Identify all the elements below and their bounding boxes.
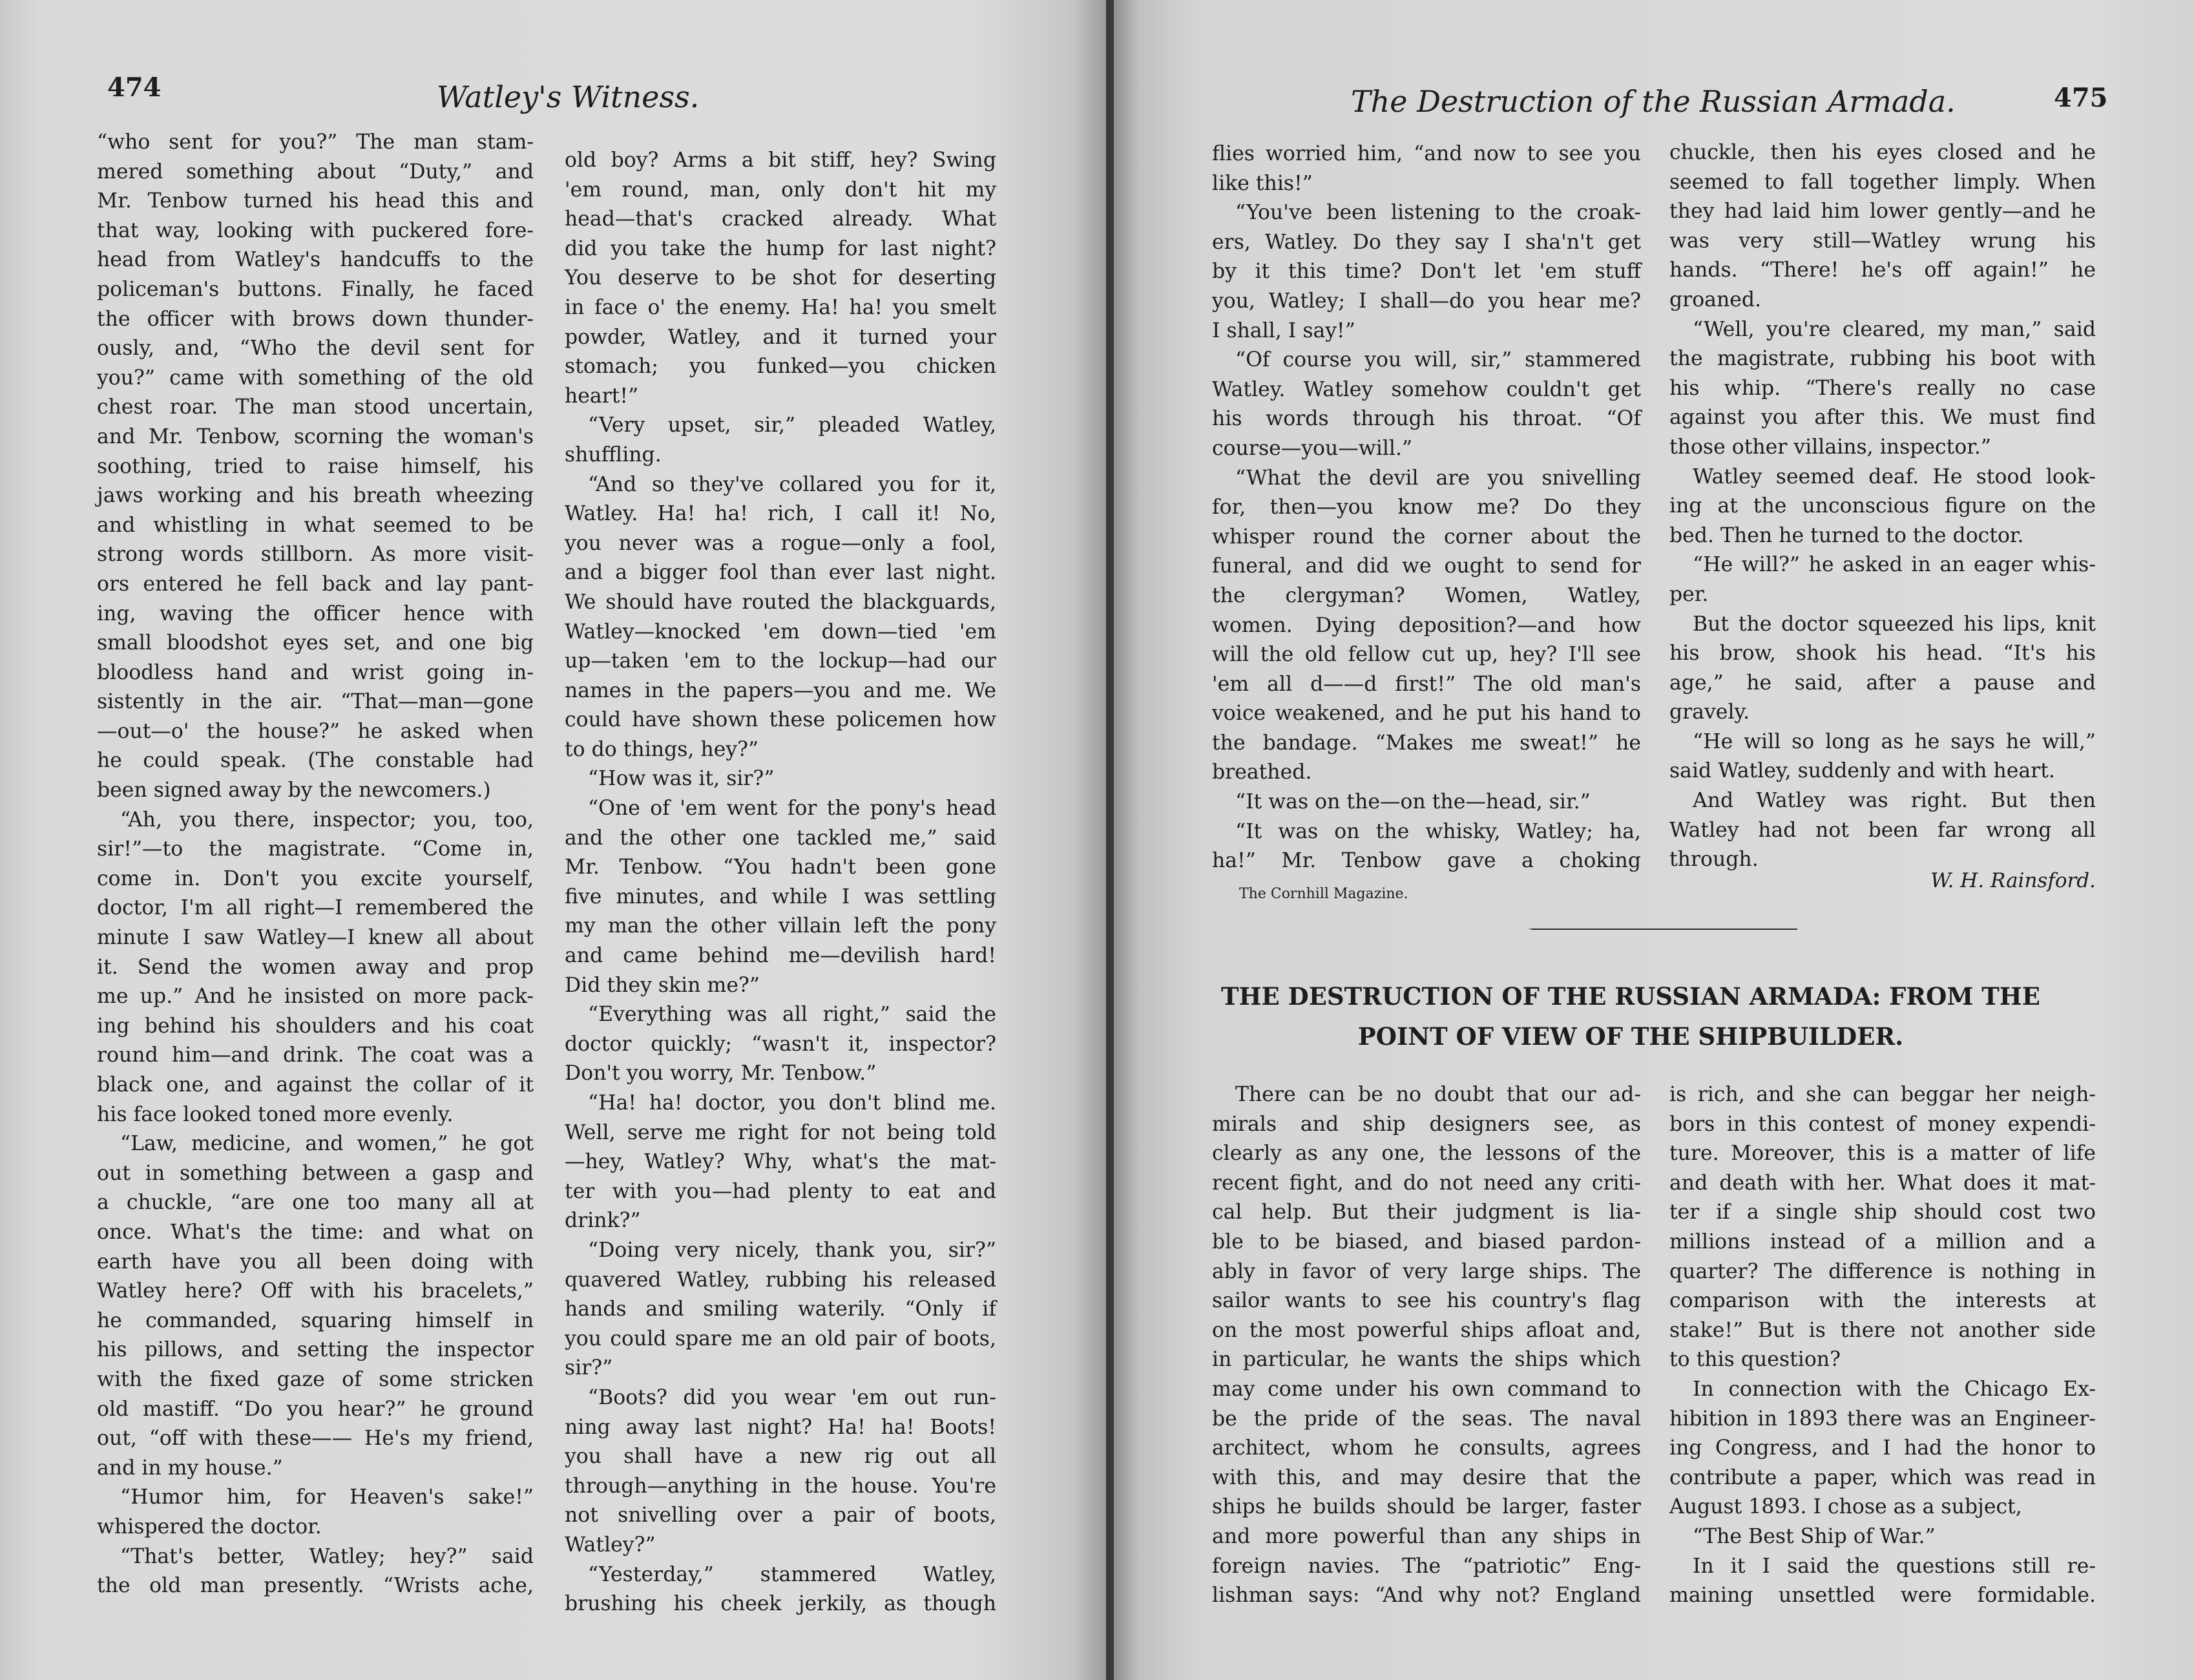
text-line: sir?” — [565, 1356, 613, 1380]
text-line: “Boots? did you wear 'em out run- — [588, 1385, 996, 1409]
text-line: his face looked toned more evenly. — [97, 1102, 454, 1126]
text-line: “Yesterday,” stammered Watley, — [588, 1562, 996, 1586]
text-column-1 — [97, 128, 534, 1601]
text-line: Watley here? Off with his bracelets,” — [97, 1279, 534, 1303]
text-line: ing at the unconscious figure on the — [1669, 494, 2096, 518]
text-line: through. — [1669, 848, 1759, 872]
text-line: on the most powerful ships afloat and, — [1212, 1318, 1641, 1342]
text-line: five minutes, and while I was settling — [565, 885, 996, 908]
text-line: Watley had not been far wrong all — [1669, 818, 2096, 842]
text-line: once. What's the time: and what on — [97, 1220, 534, 1244]
text-line: round him—and drink. The coat was a — [97, 1044, 534, 1067]
text-line: flies worried him, “and now to see you — [1212, 142, 1641, 165]
text-line: Watley. Watley somehow couldn't get — [1212, 377, 1641, 401]
text-line: you could spare me an old pair of boots, — [565, 1327, 996, 1350]
text-line: ably in favor of very large ships. The — [1212, 1259, 1641, 1283]
author-signature: W. H. Rainsford. — [1930, 869, 2096, 892]
text-line: and more powerful than any ships in — [1212, 1524, 1641, 1548]
text-line: he commanded, squaring himself in — [97, 1308, 534, 1332]
text-line: strong words stillborn. As more visit- — [97, 543, 534, 567]
text-line: be the pride of the seas. The naval — [1212, 1407, 1641, 1431]
text-line: voice weakened, and he put his hand to — [1212, 702, 1641, 726]
text-line: and a bigger fool than ever last night. — [565, 561, 996, 585]
text-line: age,” he said, after a pause and — [1669, 671, 2096, 695]
text-line: a chuckle, “are one too many all at — [97, 1191, 534, 1215]
text-line: breathed. — [1212, 761, 1312, 784]
text-line: “You've been listening to the croak- — [1235, 201, 1641, 225]
text-line: stomach; you funked—you chicken — [565, 355, 996, 379]
text-line: powder, Watley, and it turned your — [565, 325, 996, 349]
text-line: funeral, and did we ought to send for — [1212, 554, 1641, 578]
text-line: In it I said the questions still re- — [1693, 1554, 2096, 1578]
text-line: and Mr. Tenbow, scorning the woman's — [97, 425, 534, 448]
text-line: “One of 'em went for the pony's head — [588, 797, 996, 821]
text-line: by it this time? Don't let 'em stuff — [1212, 260, 1641, 284]
text-line: doctor quickly; “wasn't it, inspector? — [565, 1032, 996, 1056]
text-line: it. Send the women away and prop — [97, 955, 534, 979]
text-line: “It was on the—on the—head, sir.” — [1235, 790, 1591, 814]
text-column-5 — [1212, 1080, 1641, 1611]
text-line: hands. “There! he's off again!” he — [1669, 258, 2096, 282]
text-line: 'em round, man, only don't hit my — [565, 178, 996, 202]
text-line: August 1893. I chose as a subject, — [1669, 1495, 2022, 1519]
text-line: could have shown these policemen how — [565, 708, 996, 732]
text-line: the clergyman? Women, Watley, — [1212, 583, 1641, 607]
text-line: earth have you all been doing with — [97, 1250, 534, 1274]
text-line: out in something between a gasp and — [97, 1161, 534, 1185]
text-line: “The Best Ship of War.” — [1693, 1524, 1936, 1548]
text-line: those other villains, inspector.” — [1669, 435, 1992, 459]
text-line: and whistling in what seemed to be — [97, 513, 534, 537]
text-line: Mr. Tenbow. “You hadn't been gone — [565, 856, 996, 879]
text-line: ter with you—had plenty to eat and — [565, 1179, 996, 1203]
text-line: may come under his own command to — [1212, 1377, 1641, 1401]
text-line: “Of course you will, sir,” stammered — [1235, 348, 1641, 372]
text-line: sailor wants to see his country's flag — [1212, 1289, 1641, 1313]
text-line: recent fight, and do not need any criti- — [1212, 1171, 1641, 1195]
text-line: “Law, medicine, and women,” he got — [120, 1132, 534, 1156]
text-line: old boy? Arms a bit stiff, hey? Swing — [565, 149, 996, 172]
text-line: with the fixed gaze of some stricken — [97, 1367, 534, 1391]
text-line: We should have routed the blackguards, — [565, 590, 996, 614]
text-line: ously, and, “Who the devil sent for — [97, 337, 534, 361]
text-line: And Watley was right. But then — [1693, 789, 2096, 813]
text-line: sir!”—to the magistrate. “Come in, — [97, 837, 534, 861]
text-line: up—taken 'em to the lockup—had our — [565, 649, 996, 673]
text-line: like this!” — [1212, 171, 1313, 195]
page-number-right: 475 — [2054, 83, 2108, 113]
text-line: in face o' the enemy. Ha! ha! you smelt — [565, 295, 996, 319]
text-line: “That's better, Watley; hey?” said — [120, 1544, 534, 1568]
text-line: his brow, shook his head. “It's his — [1669, 642, 2096, 666]
text-line: his words through his throat. “Of — [1212, 407, 1641, 431]
text-line: mered something about “Duty,” and — [97, 160, 534, 184]
text-line: bloodless hand and wrist going in- — [97, 660, 534, 684]
text-line: Mr. Tenbow turned his head this and — [97, 189, 534, 213]
text-line: ture. Moreover, this is a matter of life — [1669, 1142, 2096, 1166]
text-line: his pillows, and setting the inspector — [97, 1338, 534, 1362]
text-line: Watley—knocked 'em down—tied 'em — [565, 620, 996, 644]
text-line: There can be no doubt that our ad- — [1235, 1083, 1641, 1106]
text-line: and death with her. What does it mat- — [1669, 1171, 2096, 1195]
text-line: “Humor him, for Heaven's sake!” — [120, 1486, 534, 1509]
text-line: I shall, I say!” — [1212, 319, 1355, 342]
text-line: head from Watley's handcuffs to the — [97, 248, 534, 272]
text-line: groaned. — [1669, 288, 1762, 311]
text-line: clearly as any one, the lessons of the — [1212, 1142, 1641, 1166]
text-line: Watley seemed deaf. He stood look- — [1693, 465, 2096, 488]
text-line: minute I saw Watley—I knew all about — [97, 926, 534, 950]
text-line: “Very upset, sir,” pleaded Watley, — [588, 414, 996, 437]
text-line: comparison with the interests at — [1669, 1289, 2096, 1313]
text-line: seemed to fall together limply. When — [1669, 170, 2096, 194]
text-line: architect, whom he consults, agrees — [1212, 1436, 1641, 1460]
text-line: stake!” But is there not another side — [1669, 1318, 2096, 1342]
text-line: with this, and may desire that the — [1212, 1465, 1641, 1489]
text-line: head—that's cracked already. What — [565, 207, 996, 231]
text-line: “And so they've collared you for it, — [588, 472, 996, 496]
text-line: not snivelling over a pair of boots, — [565, 1504, 996, 1528]
article-title-line-1: THE DESTRUCTION OF THE RUSSIAN ARMADA: FROM THE — [1221, 982, 2040, 1011]
text-line: soothing, tried to raise himself, his — [97, 454, 534, 478]
text-line: ning away last night? Ha! ha! Boots! — [565, 1415, 996, 1439]
text-line: cal help. But their judgment is lia- — [1212, 1201, 1641, 1224]
text-line: my man the other villain left the pony — [565, 914, 996, 938]
text-line: “who sent for you?” The man stam- — [97, 131, 534, 154]
text-line: me up.” And he insisted on more pack- — [97, 985, 534, 1009]
text-column-2 — [565, 146, 996, 1619]
text-line: “He will?” he asked in an eager whis- — [1693, 553, 2096, 577]
text-line: brushing his cheek jerkily, as though — [565, 1592, 996, 1616]
text-line: ers, Watley. Do they say I sha'n't get — [1212, 230, 1641, 254]
text-line: you never was a rogue—only a fool, — [565, 531, 996, 555]
text-column-6 — [1669, 1080, 2096, 1611]
text-line: —out—o' the house?” he asked when — [97, 719, 534, 743]
text-line: jaws working and his breath wheezing — [97, 484, 534, 508]
text-line: did you take the hump for last night? — [565, 236, 996, 260]
text-line: lishman says: “And why not? England — [1212, 1584, 1641, 1608]
text-line: millions instead of a million and a — [1669, 1230, 2096, 1254]
text-line: 'em all d——d first!” The old man's — [1212, 672, 1641, 696]
text-column-3 — [1212, 140, 1641, 876]
text-line: “Ha! ha! doctor, you don't blind me. — [588, 1091, 996, 1115]
text-line: “He will so long as he says he will,” — [1693, 730, 2096, 753]
text-line: quavered Watley, rubbing his released — [565, 1268, 996, 1292]
text-line: out, “off with these—— He's my friend, — [97, 1427, 534, 1451]
text-line: women. Dying deposition?—and how — [1212, 613, 1641, 637]
source-credit: The Cornhill Magazine. — [1239, 886, 1408, 902]
text-line: the bandage. “Makes me sweat!” he — [1212, 731, 1641, 755]
text-line: sistently in the air. “That—man—gone — [97, 690, 534, 714]
text-line: “It was on the whisky, Watley; ha, — [1235, 819, 1641, 843]
text-line: and in my house.” — [97, 1456, 283, 1480]
text-line: chuckle, then his eyes closed and he — [1669, 141, 2096, 164]
text-line: will the old fellow cut up, hey? I'll see — [1212, 643, 1641, 667]
text-line: In connection with the Chicago Ex- — [1693, 1377, 2096, 1401]
text-line: you?” came with something of the old — [97, 366, 534, 390]
text-line: the officer with brows down thunder- — [97, 307, 534, 331]
text-line: to this question? — [1669, 1348, 1841, 1372]
text-line: Watley. Ha! ha! rich, I call it! No, — [565, 502, 996, 526]
text-line: old mastiff. “Do you hear?” he ground — [97, 1397, 534, 1421]
text-line: ble to be biased, and biased pardon- — [1212, 1230, 1641, 1254]
text-line: drink?” — [565, 1209, 641, 1233]
text-line: Well, serve me right for not being told — [565, 1120, 996, 1144]
text-line: foreign navies. The “patriotic” Eng- — [1212, 1554, 1641, 1578]
text-line: course—you—will.” — [1212, 436, 1413, 460]
running-title-left: Watley's Witness. — [437, 79, 700, 114]
text-line: bors in this contest of money expendi- — [1669, 1112, 2096, 1136]
text-line: whispered the doctor. — [97, 1515, 322, 1538]
text-line: “Ah, you there, inspector; you, too, — [120, 808, 534, 832]
text-line: ing, waving the officer hence with — [97, 602, 534, 625]
text-line: was very still—Watley wrung his — [1669, 229, 2096, 253]
text-line: Did they skin me?” — [565, 973, 760, 997]
text-line: he could speak. (The constable had — [97, 749, 534, 773]
text-line: “Everything was all right,” said the — [588, 1003, 996, 1027]
text-line: ha!” Mr. Tenbow gave a choking — [1212, 849, 1641, 873]
text-line: hands and smiling waterily. “Only if — [565, 1297, 996, 1321]
text-line: in particular, he wants the ships which — [1212, 1348, 1641, 1372]
text-line: black one, and against the collar of it — [97, 1073, 534, 1097]
text-line: ships he builds should be larger, faster — [1212, 1495, 1641, 1519]
text-line: come in. Don't you excite yourself, — [97, 866, 534, 890]
text-line: “Well, you're cleared, my man,” said — [1693, 317, 2096, 341]
book-gutter — [1106, 0, 1114, 1680]
text-line: you, Watley; I shall—do you hear me? — [1212, 289, 1641, 313]
text-line: ter if a single ship should cost two — [1669, 1201, 2096, 1224]
text-line: shuffling. — [565, 443, 662, 467]
text-line: and the other one tackled me,” said — [565, 826, 996, 850]
running-title-right: The Destruction of the Russian Armada. — [1351, 84, 1956, 119]
text-line: said Watley, suddenly and with heart. — [1669, 759, 2055, 783]
text-line: bed. Then he turned to the doctor. — [1669, 523, 2024, 547]
text-line: “Doing very nicely, thank you, sir?” — [588, 1238, 996, 1262]
text-line: and came behind me—devilish hard! — [565, 944, 996, 968]
text-line: they had laid him lower gently—and he — [1669, 200, 2096, 224]
text-line: —hey, Watley? Why, what's the mat- — [565, 1150, 996, 1174]
text-line: gravely. — [1669, 700, 1750, 724]
text-line: policeman's buttons. Finally, he faced — [97, 277, 534, 301]
text-line: ors entered he fell back and lay pant- — [97, 572, 534, 596]
text-line: quarter? The difference is nothing in — [1669, 1259, 2096, 1283]
text-line: you shall have a new rig out all — [565, 1445, 996, 1469]
text-line: small bloodshot eyes set, and one big — [97, 631, 534, 655]
text-line: hibition in 1893 there was an Engineer- — [1669, 1407, 2096, 1431]
text-line: “How was it, sir?” — [588, 767, 775, 791]
text-line: that way, looking with puckered fore- — [97, 218, 534, 242]
text-line: names in the papers—you and me. We — [565, 678, 996, 702]
text-line: maining unsettled were formidable. — [1669, 1584, 2096, 1608]
text-line: You deserve to be shot for deserting — [565, 266, 996, 290]
text-line: to do things, hey?” — [565, 737, 759, 761]
text-line: heart!” — [565, 384, 639, 408]
text-line: been signed away by the newcomers.) — [97, 779, 491, 803]
text-line: for, then—you know me? Do they — [1212, 496, 1641, 520]
text-line: doctor, I'm all right—I remembered the — [97, 896, 534, 920]
text-line: contribute a paper, which was read in — [1669, 1465, 2096, 1489]
right-page — [1114, 0, 2194, 1680]
text-line: against you after this. We must find — [1669, 406, 2096, 430]
text-line: mirals and ship designers see, as — [1212, 1112, 1641, 1136]
text-line: ing behind his shoulders and his coat — [97, 1014, 534, 1038]
text-line: his whip. “There's really no case — [1669, 376, 2096, 400]
text-line: is rich, and she can beggar her neigh- — [1669, 1083, 2096, 1106]
article-title-line-2: POINT OF VIEW OF THE SHIPBUILDER. — [1357, 1022, 1904, 1051]
text-line: whisper round the corner about the — [1212, 525, 1641, 549]
text-line: But the doctor squeezed his lips, knit — [1693, 612, 2096, 636]
text-column-4 — [1669, 138, 2096, 875]
page-number-left: 474 — [107, 72, 162, 103]
text-line: the old man presently. “Wrists ache, — [97, 1574, 534, 1598]
text-line: “What the devil are you snivelling — [1235, 466, 1641, 490]
text-line: chest roar. The man stood uncertain, — [97, 395, 534, 419]
text-line: the magistrate, rubbing his boot with — [1669, 347, 2096, 371]
text-line: through—anything in the house. You're — [565, 1474, 996, 1498]
text-line: per. — [1669, 582, 1709, 606]
text-line: Watley?” — [565, 1533, 656, 1557]
text-line: ing Congress, and I had the honor to — [1669, 1436, 2096, 1460]
text-line: Don't you worry, Mr. Tenbow.” — [565, 1062, 877, 1086]
separator-rule — [1532, 929, 1797, 930]
